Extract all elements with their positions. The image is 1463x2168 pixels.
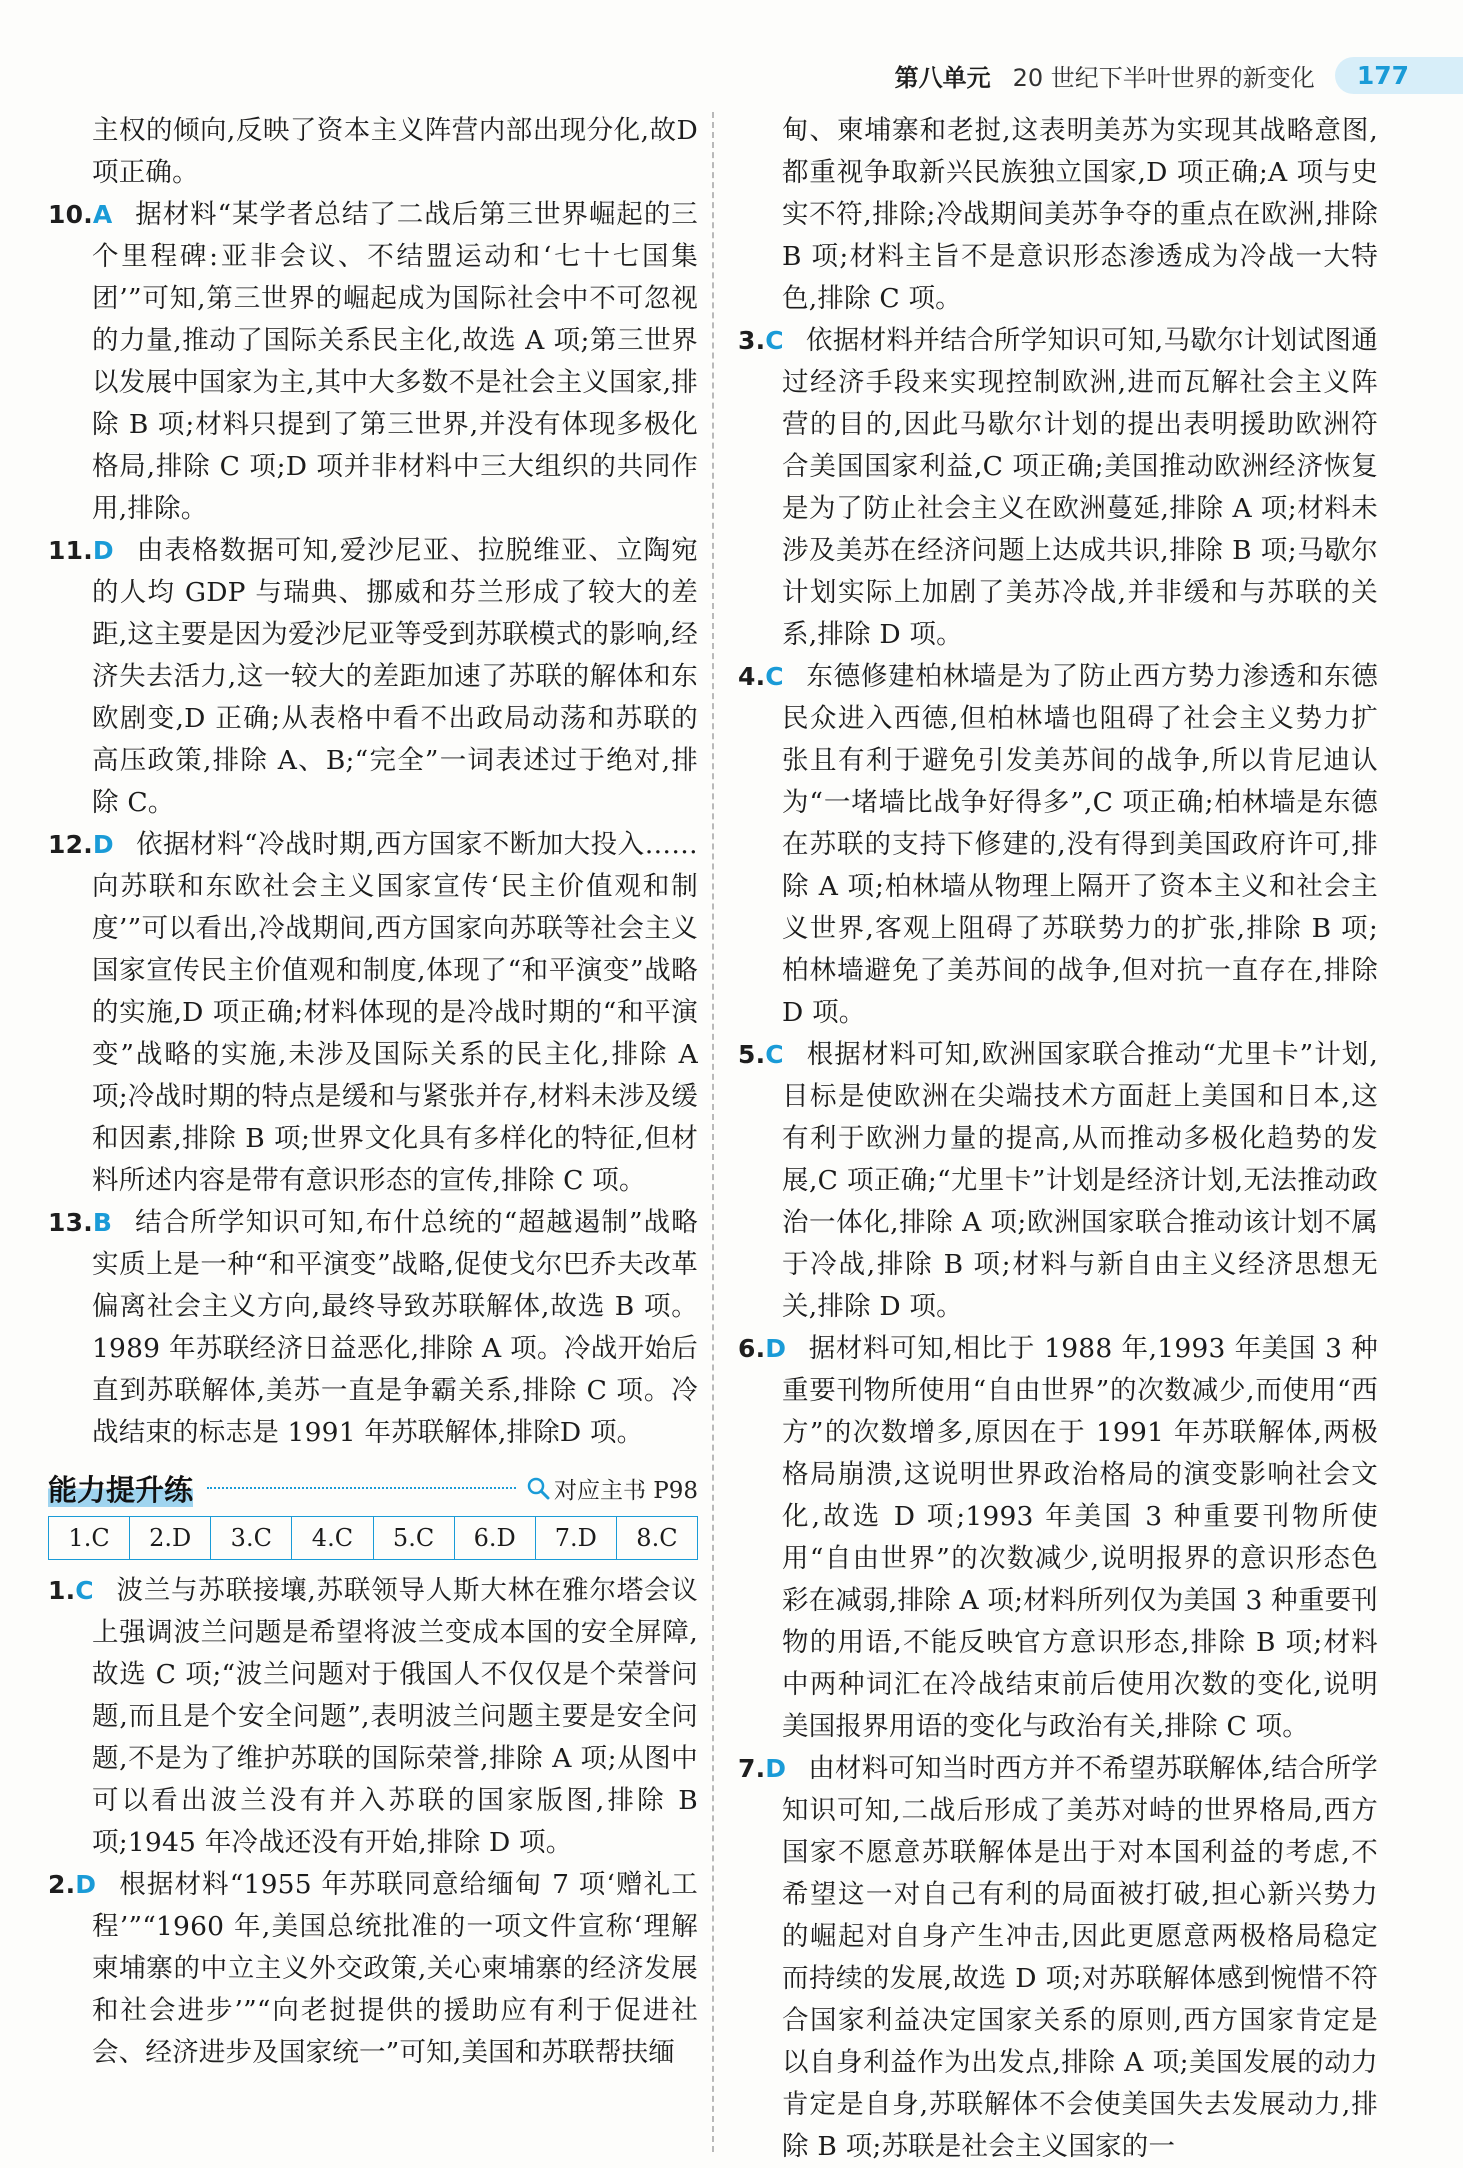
answer-item-11 — [48, 530, 698, 824]
item-explanation: 由材料可知当时西方并不希望苏联解体,结合所学知识可知,二战后形成了美苏对峙的世界格局,西方国家不愿意苏联解体是出于对本国利益的考虑,不希望这一对自己有利的局面被打破,担心新兴势力的崛起对自身产生冲击,因此更愿意两极格局稳定而持续的发展,故选 D 项;对苏联解体感到惋惜不符合国家利益决定国家关系的原则,西方国家肯定是以自身利益作为出发点,排除 A 项;美国发展的动力肯定是自身,苏联解体不会使美国失去发展动力,排除 B 项;苏联是社会主义国家的一 — [782, 1753, 1378, 2162]
answer-item-10 — [48, 194, 698, 530]
answer-item-1 — [48, 1570, 698, 1864]
section-reference — [526, 1472, 698, 1505]
answer-item-2 — [48, 1864, 698, 2074]
item-number: 5. — [738, 1040, 766, 1069]
item-number: 2. — [48, 1870, 76, 1899]
section-title: 能力提升练 — [48, 1472, 194, 1507]
item-answer: C — [765, 662, 784, 691]
reference-text: 对应主书 P98 — [553, 1477, 698, 1504]
item-answer: D — [765, 1754, 787, 1783]
answer-cell: 3.C — [211, 1517, 292, 1560]
left-column — [48, 110, 698, 2074]
item-number: 10. — [48, 200, 93, 229]
item-answer: D — [92, 830, 114, 859]
item-answer: D — [75, 1870, 97, 1899]
item-explanation: 东德修建柏林墙是为了防止西方势力渗透和东德民众进入西德,但柏林墙也阻碍了社会主义势力扩张且有利于避免引发美苏间的战争,所以肯尼迪认为“一堵墙比战争好得多”,C 项正确;柏林墙是东德在苏联的支持下修建的,没有得到美国政府许可,排除 A 项;柏林墙从物理上隔开了资本主义和社会主义世界,客观上阻碍了苏联势力的扩张,排除 B 项;柏林墙避免了美苏间的战争,但对抗一直存在,排除 D 项。 — [782, 661, 1378, 1028]
page-number: 177 — [1335, 57, 1463, 94]
continued-paragraph: 甸、柬埔寨和老挝,这表明美苏为实现其战略意图,都重视争取新兴民族独立国家,D 项正确;A 项与史实不符,排除;冷战期间美苏争夺的重点在欧洲,排除 B 项;材料主旨不是意识形态渗透成为冷战一大特色,排除 C 项。 — [782, 115, 1378, 314]
item-answer: D — [765, 1334, 787, 1363]
item-number: 6. — [738, 1334, 766, 1363]
item-answer: A — [92, 200, 113, 229]
answer-cell: 1.C — [49, 1517, 130, 1560]
item-number: 12. — [48, 830, 93, 859]
item-explanation: 由表格数据可知,爱沙尼亚、拉脱维亚、立陶宛的人均 GDP 与瑞典、挪威和芬兰形成了较大的差距,这主要是因为爱沙尼亚等受到苏联模式的影响,经济失去活力,这一较大的差距加速了苏联的解体和东欧剧变,D 正确;从表格中看不出政局动荡和苏联的高压政策,排除 A、B;“完全”一词表述过于绝对,排除 C。 — [92, 535, 698, 818]
item-number: 7. — [738, 1754, 766, 1783]
answer-item-5 — [738, 1034, 1378, 1328]
item-explanation: 根据材料可知,欧洲国家联合推动“尤里卡”计划,目标是使欧洲在尖端技术方面赶上美国和日本,这有利于欧洲力量的提高,从而推动多极化趋势的发展,C 项正确;“尤里卡”计划是经济计划,无法推动政治一体化,排除 A 项;欧洲国家联合推动该计划不属于冷战,排除 B 项;材料与新自由主义经济思想无关,排除 D 项。 — [782, 1039, 1378, 1322]
answer-item-4 — [738, 656, 1378, 1034]
item-number: 1. — [48, 1576, 76, 1605]
answer-table — [48, 1516, 698, 1560]
item-answer: C — [765, 1040, 784, 1069]
answer-item-6 — [738, 1328, 1378, 1748]
item-answer: D — [92, 536, 114, 565]
section-header — [48, 1466, 698, 1510]
item-number: 4. — [738, 662, 766, 691]
item-answer: C — [75, 1576, 94, 1605]
answer-cell: 8.C — [616, 1517, 697, 1560]
answer-item-3 — [738, 320, 1378, 656]
section-dotted-rule — [207, 1487, 516, 1489]
answer-cell: 2.D — [130, 1517, 211, 1560]
answer-item-7 — [738, 1748, 1378, 2168]
answer-cell: 7.D — [535, 1517, 616, 1560]
item-explanation: 依据材料“冷战时期,西方国家不断加大投入……向苏联和东欧社会主义国家宣传‘民主价值观和制度’”可以看出,冷战期间,西方国家向苏联等社会主义国家宣传民主价值观和制度,体现了“和平演变”战略的实施,D 项正确;材料体现的是冷战时期的“和平演变”战略的实施,未涉及国际关系的民主化,排除 A 项;冷战时期的特点是缓和与紧张并存,材料未涉及缓和因素,排除 B 项;世界文化具有多样化的特征,但材料所述内容是带有意识形态的宣传,排除 C 项。 — [92, 829, 698, 1196]
item-answer: C — [765, 326, 784, 355]
item-explanation: 波兰与苏联接壤,苏联领导人斯大林在雅尔塔会议上强调波兰问题是希望将波兰变成本国的安全屏障,故选 C 项;“波兰问题对于俄国人不仅仅是个荣誉问题,而且是个安全问题”,表明波兰问题主要是安全问题,不是为了维护苏联的国际荣誉,排除 A 项;从图中可以看出波兰没有并入苏联的国家版图,排除 B 项;1945 年冷战还没有开始,排除 D 项。 — [92, 1575, 698, 1858]
magnifier-icon — [526, 1476, 550, 1500]
item-number: 13. — [48, 1208, 93, 1237]
answer-item-12 — [48, 824, 698, 1202]
answer-cell: 6.D — [454, 1517, 535, 1560]
item-explanation: 结合所学知识可知,布什总统的“超越遏制”战略实质上是一种“和平演变”战略,促使戈尔巴乔夫改革偏离社会主义方向,最终导致苏联解体,故选 B 项。1989 年苏联经济日益恶化,排除 A 项。冷战开始后直到苏联解体,美苏一直是争霸关系,排除 C 项。冷战结束的标志是 1991 年苏联解体,排除D 项。 — [92, 1207, 698, 1448]
item-explanation: 据材料“某学者总结了二战后第三世界崛起的三个里程碑:亚非会议、不结盟运动和‘七十七国集团’”可知,第三世界的崛起成为国际社会中不可忽视的力量,推动了国际关系民主化,故选 A 项;第三世界以发展中国家为主,其中大多数不是社会主义国家,排除 B 项;材料只提到了第三世界,并没有体现多极化格局,排除 C 项;D 项并非材料中三大组织的共同作用,排除。 — [92, 199, 698, 524]
table-row — [49, 1517, 698, 1560]
right-column — [738, 110, 1378, 2168]
item-number: 11. — [48, 536, 93, 565]
page-header — [895, 52, 1463, 98]
column-divider — [712, 112, 714, 2152]
chapter-title: 20 世纪下半叶世界的新变化 — [1012, 63, 1315, 92]
item-explanation: 根据材料“1955 年苏联同意给缅甸 7 项‘赠礼工程’”“1960 年,美国总统批准的一项文件宣称‘理解柬埔寨的中立主义外交政策,关心柬埔寨的经济发展和社会进步’”“向老挝提供的援助应有利于促进社会、经济进步及国家统一”可知,美国和苏联帮扶缅 — [92, 1869, 698, 2068]
continued-paragraph: 主权的倾向,反映了资本主义阵营内部出现分化,故D 项正确。 — [92, 115, 698, 188]
item-number: 3. — [738, 326, 766, 355]
unit-label: 第八单元 — [894, 63, 991, 92]
item-answer: B — [92, 1208, 113, 1237]
answer-cell: 4.C — [292, 1517, 373, 1560]
answer-cell: 5.C — [373, 1517, 454, 1560]
item-explanation: 依据材料并结合所学知识可知,马歇尔计划试图通过经济手段来实现控制欧洲,进而瓦解社会主义阵营的目的,因此马歇尔计划的提出表明援助欧洲符合美国国家利益,C 项正确;美国推动欧洲经济恢复是为了防止社会主义在欧洲蔓延,排除 A 项;材料未涉及美苏在经济问题上达成共识,排除 B 项;马歇尔计划实际上加剧了美苏冷战,并非缓和与苏联的关系,排除 D 项。 — [782, 325, 1378, 650]
item-explanation: 据材料可知,相比于 1988 年,1993 年美国 3 种重要刊物所使用“自由世界”的次数减少,而使用“西方”的次数增多,原因在于 1991 年苏联解体,两极格局崩溃,这说明世界政治格局的演变影响社会文化,故选 D 项;1993 年美国 3 种重要刊物所使用“自由世界”的次数减少,说明报界的意识形态色彩在减弱,排除 A 项;材料所列仅为美国 3 种重要刊物的用语,不能反映官方意识形态,排除 B 项;材料中两种词汇在冷战结束前后使用次数的变化,说明美国报界用语的变化与政治有关,排除 C 项。 — [782, 1333, 1378, 1742]
answer-item-13 — [48, 1202, 698, 1454]
